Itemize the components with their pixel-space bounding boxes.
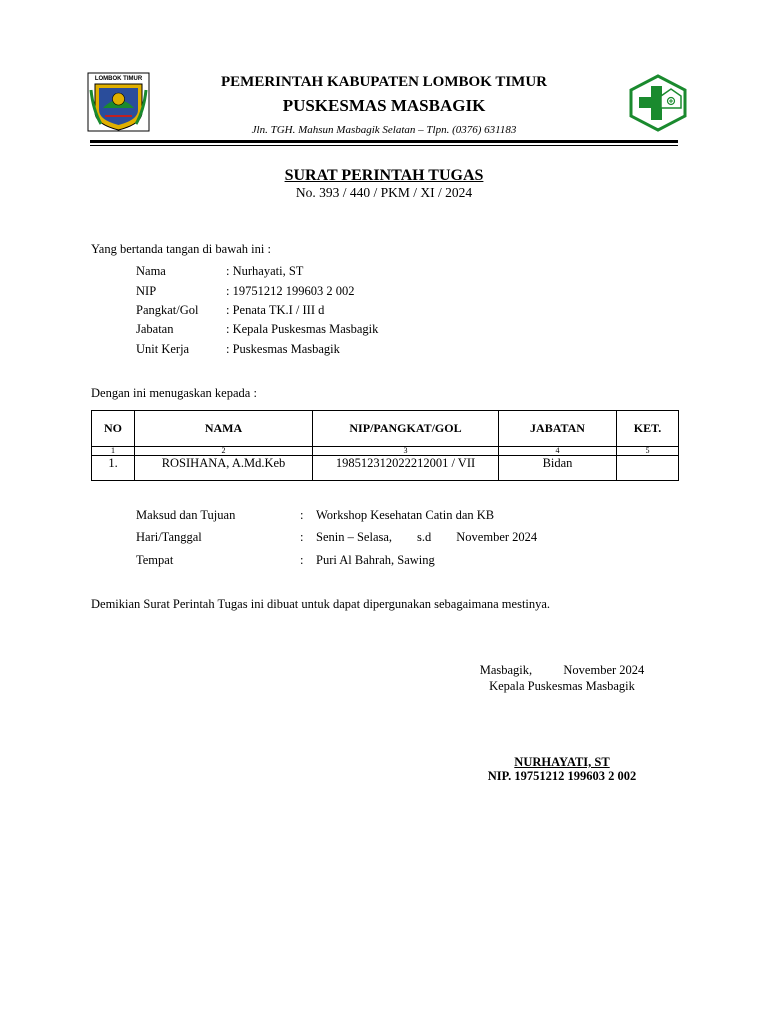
table-header-row <box>92 411 679 447</box>
signer-label: Unit Kerja <box>136 342 190 356</box>
signature-position: Kepala Puskesmas Masbagik <box>489 679 635 693</box>
puskesmas-logo-icon <box>627 74 689 132</box>
detail-colon: : <box>300 530 304 544</box>
detail-label: Tempat <box>136 553 174 567</box>
closing-statement: Demikian Surat Perintah Tugas ini dibuat untuk dapat dipergunakan sebagaimana mestinya. <box>91 597 551 611</box>
detail-value: Workshop Kesehatan Catin dan KB <box>316 508 495 522</box>
detail-label: Maksud dan Tujuan <box>136 508 236 522</box>
table-row <box>92 456 679 481</box>
detail-value: Puri Al Bahrah, Sawing <box>316 553 435 567</box>
column-header: JABATAN <box>499 411 617 447</box>
signature-nip: NIP. 19751212 199603 2 002 <box>487 769 637 783</box>
letterhead-divider-thin <box>90 145 678 146</box>
government-name: PEMERINTAH KABUPATEN LOMBOK TIMUR <box>221 74 547 90</box>
signer-value: : Kepala Puskesmas Masbagik <box>226 322 379 336</box>
detail-colon: : <box>300 508 304 522</box>
signer-value: : 19751212 199603 2 002 <box>226 284 355 298</box>
detail-value: Senin – Selasa, s.d November 2024 <box>316 530 538 544</box>
document-number: No. 393 / 440 / PKM / XI / 2024 <box>295 185 473 200</box>
column-number: 2 <box>135 447 313 456</box>
cell-jabatan: Bidan <box>499 456 617 481</box>
cell-ket <box>617 456 679 481</box>
column-header: NO <box>92 411 135 447</box>
signer-label: Jabatan <box>136 322 174 336</box>
column-header: NIP/PANGKAT/GOL <box>313 411 499 447</box>
column-header: KET. <box>617 411 679 447</box>
assignment-intro: Dengan ini menugaskan kepada : <box>91 386 257 400</box>
cell-nama: ROSIHANA, A.Md.Keb <box>135 456 313 481</box>
signer-label: Pangkat/Gol <box>136 303 199 317</box>
assignee-table <box>91 410 679 481</box>
lombok-timur-emblem-icon <box>87 72 150 132</box>
column-header: NAMA <box>135 411 313 447</box>
signer-intro: Yang bertanda tangan di bawah ini : <box>91 242 271 256</box>
column-number: 3 <box>313 447 499 456</box>
signer-label: Nama <box>136 264 166 278</box>
column-number: 1 <box>92 447 135 456</box>
cell-nip: 198512312022212001 / VII <box>313 456 499 481</box>
signer-value: : Nurhayati, ST <box>226 264 304 278</box>
document-title: SURAT PERINTAH TUGAS <box>284 167 484 184</box>
column-number-row <box>92 447 679 456</box>
detail-colon: : <box>300 553 304 567</box>
column-number: 4 <box>499 447 617 456</box>
signature-place-date: Masbagik, November 2024 <box>479 663 645 677</box>
cell-no: 1. <box>92 456 135 481</box>
letterhead-divider-thick <box>90 140 678 143</box>
signature-name: NURHAYATI, ST <box>514 755 610 769</box>
organization-address: Jln. TGH. Mahsun Masbagik Selatan – Tlpn. (0376) 631183 <box>251 124 517 136</box>
organization-name: PUSKESMAS MASBAGIK <box>282 96 486 115</box>
detail-label: Hari/Tanggal <box>136 530 202 544</box>
signer-value: : Puskesmas Masbagik <box>226 342 340 356</box>
emblem-lettering: LOMBOK TIMUR <box>94 76 143 82</box>
column-number: 5 <box>617 447 679 456</box>
signer-value: : Penata TK.I / III d <box>226 303 325 317</box>
signer-label: NIP <box>136 284 157 298</box>
